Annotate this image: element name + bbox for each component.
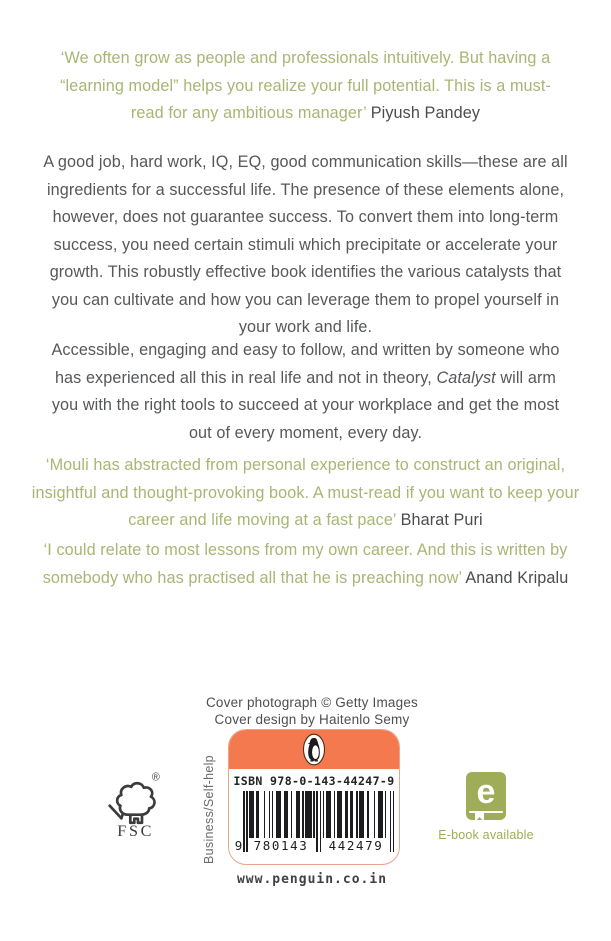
quote-text: ‘Mouli has abstracted from personal experience to construct an original, insightful and thought-provoking book. A must-read if you want to keep your career and life moving at a fast pace’ [31,456,580,529]
credit-photograph: Cover photograph © Getty Images [205,695,418,710]
cover-credits [92,694,532,728]
endorsement-quote-bottom [12,537,600,592]
quote-text: ‘We often grow as people and professionals intuitively. But having a “learning model” helps you realize your full potential. This is a must-read for any ambitious manager’ [60,49,551,122]
ebook-icon [466,772,506,820]
penguin-brand-band [229,730,399,769]
synopsis-p2-before: Accessible, engaging and easy to follow, and written by someone who has experienced all this in real life and not in theory, [51,341,560,387]
fsc-registered-symbol: ® [151,771,160,784]
endorsement-quote-top [53,45,558,128]
quote-text: ‘I could relate to most lessons from my own career. And this is written by somebody who has practised all that he is preaching now’ [42,541,568,587]
book-title-mention: Catalyst [436,368,496,387]
ebook-bookmark-ribbon [475,811,484,822]
barcode-digits [233,839,395,853]
category-label: Business/Self-help [202,755,216,864]
quote-attribution: Bharat Puri [400,511,483,529]
fsc-label: FSC [117,823,155,838]
fsc-tree-check-icon [104,768,162,838]
credit-design: Cover design by Haitenlo Semy [214,712,410,727]
penguin-logo-icon [302,733,326,766]
ebook-badge [434,772,538,842]
barcode [233,791,395,853]
endorsement-quote-mid [27,452,585,535]
barcode-block [228,729,400,865]
synopsis-paragraph-1: A good job, hard work, IQ, EQ, good communication skills—these are all ingredients for a successful life. The presence of these elements alone, however, does not guarantee success. To convert them into long-term success, you need certain stimuli which precipitate or accelerate your growth. This robustly effective book identifies the various catalysts that you can cultivate and how you can leverage them to propel yourself in your work and life. [43,153,568,336]
quote-attribution: Piyush Pandey [370,104,481,122]
quote-attribution: Anand Kripalu [465,568,569,587]
fsc-certification-mark [104,768,162,843]
barcode-digits-group2: 442479 [328,838,384,853]
synopsis-paragraph-2 [42,337,570,447]
barcode-digit-lead: 9 [234,838,243,853]
barcode-digits-group1: 780143 [253,838,309,853]
isbn-label: ISBN 978-0-143-44247-9 [233,774,395,788]
ebook-pageline [469,811,503,813]
publisher-website: www.penguin.co.in [236,872,388,887]
ebook-letter: e [476,773,496,811]
ebook-available-label: E-book available [438,828,534,842]
synopsis-p2-after: will arm you with the right tools to succeed at your workplace and get the most out of every moment, every day. [51,368,560,442]
